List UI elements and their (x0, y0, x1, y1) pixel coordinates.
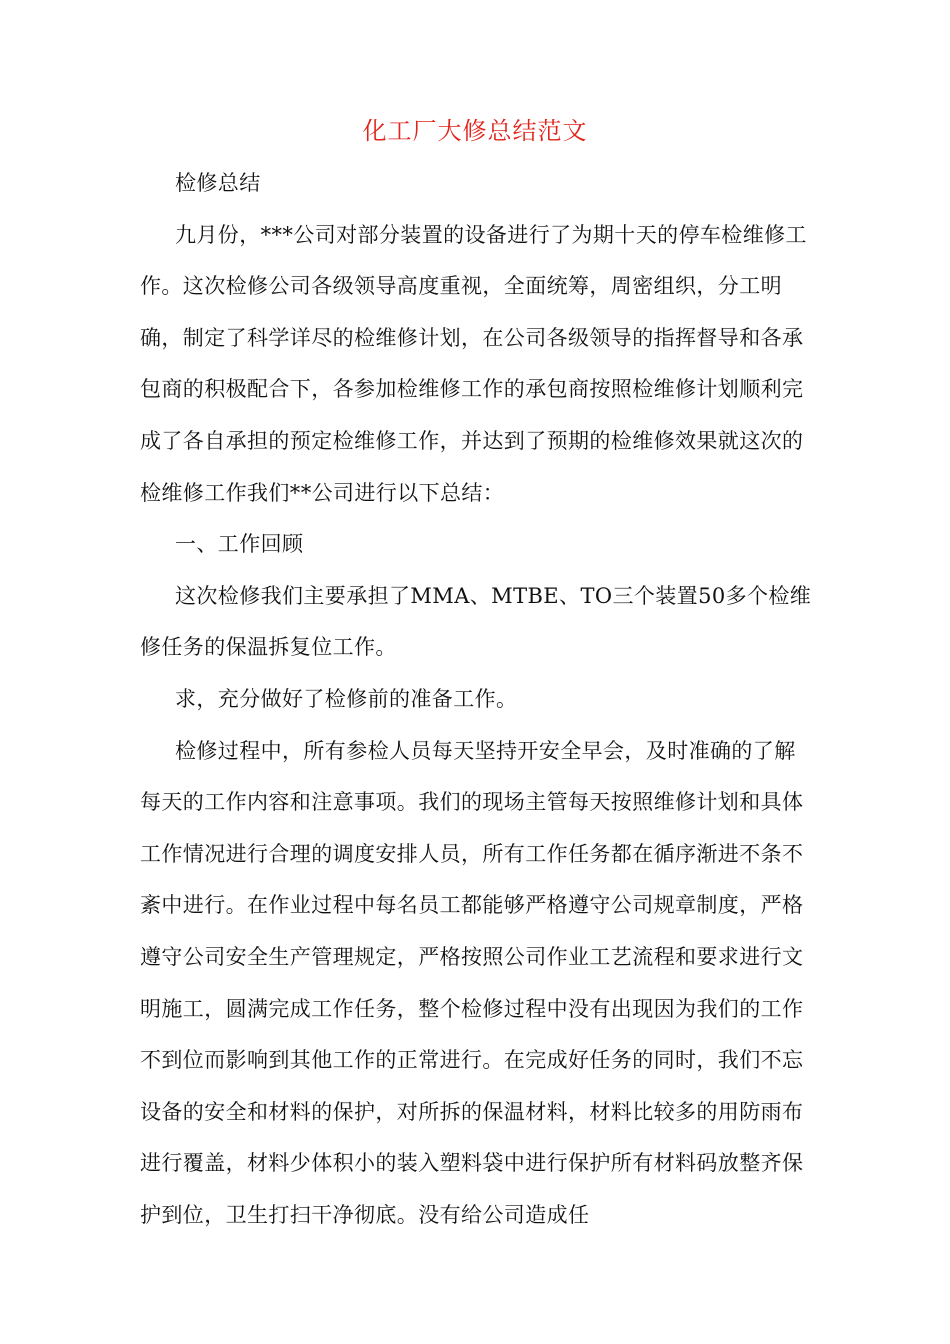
section-heading-work-review: 一、工作回顾 (175, 532, 304, 557)
paragraph-process: 检修过程中，所有参检人员每天坚持开安全早会，及时准确的了解每天的工作内容和注意事项。我们的现场主管每天按照维修计划和具体工作情况进行合理的调度安排人员，所有工作任务都在循序渐进不条不紊中进行。在作业过程中每名员工都能够严格遵守公司规章制度，严格遵守公司安全生产管理规定，严格按照公司作业工艺流程和要求进行文明施工，圆满完成工作任务，整个检修过程中没有出现因为我们的工作不到位而影响到其他工作的正常进行。在完成好任务的同时，我们不忘设备的安全和材料的保护，对所拆的保温材料，材料比较多的用防雨布进行覆盖，材料少体积小的装入塑料袋中进行保护所有材料码放整齐保护到位，卫生打扫干净彻底。没有给公司造成任 (140, 738, 804, 1227)
paragraph-intro: 九月份，***公司对部分装置的设备进行了为期十天的停车检维修工作。这次检修公司各级领导高度重视，全面统筹，周密组织，分工明确，制定了科学详尽的检维修计划，在公司各级领导的指挥督导和各承包商的积极配合下，各参加检维修工作的承包商按照检维修计划顺利完成了各自承担的预定检维修工作，并达到了预期的检维修效果就这次的检维修工作我们**公司进行以下总结： (140, 222, 807, 505)
paragraph-tasks: 这次检修我们主要承担了MMA、MTBE、TO三个装置50多个检维修任务的保温拆复位工作。 (140, 583, 812, 660)
document-title: 化工厂大修总结范文 (362, 117, 588, 145)
paragraph-preparation: 求，充分做好了检修前的准备工作。 (175, 686, 518, 711)
paragraph-subtitle: 检修总结 (175, 171, 261, 195)
document-body (140, 158, 812, 1241)
